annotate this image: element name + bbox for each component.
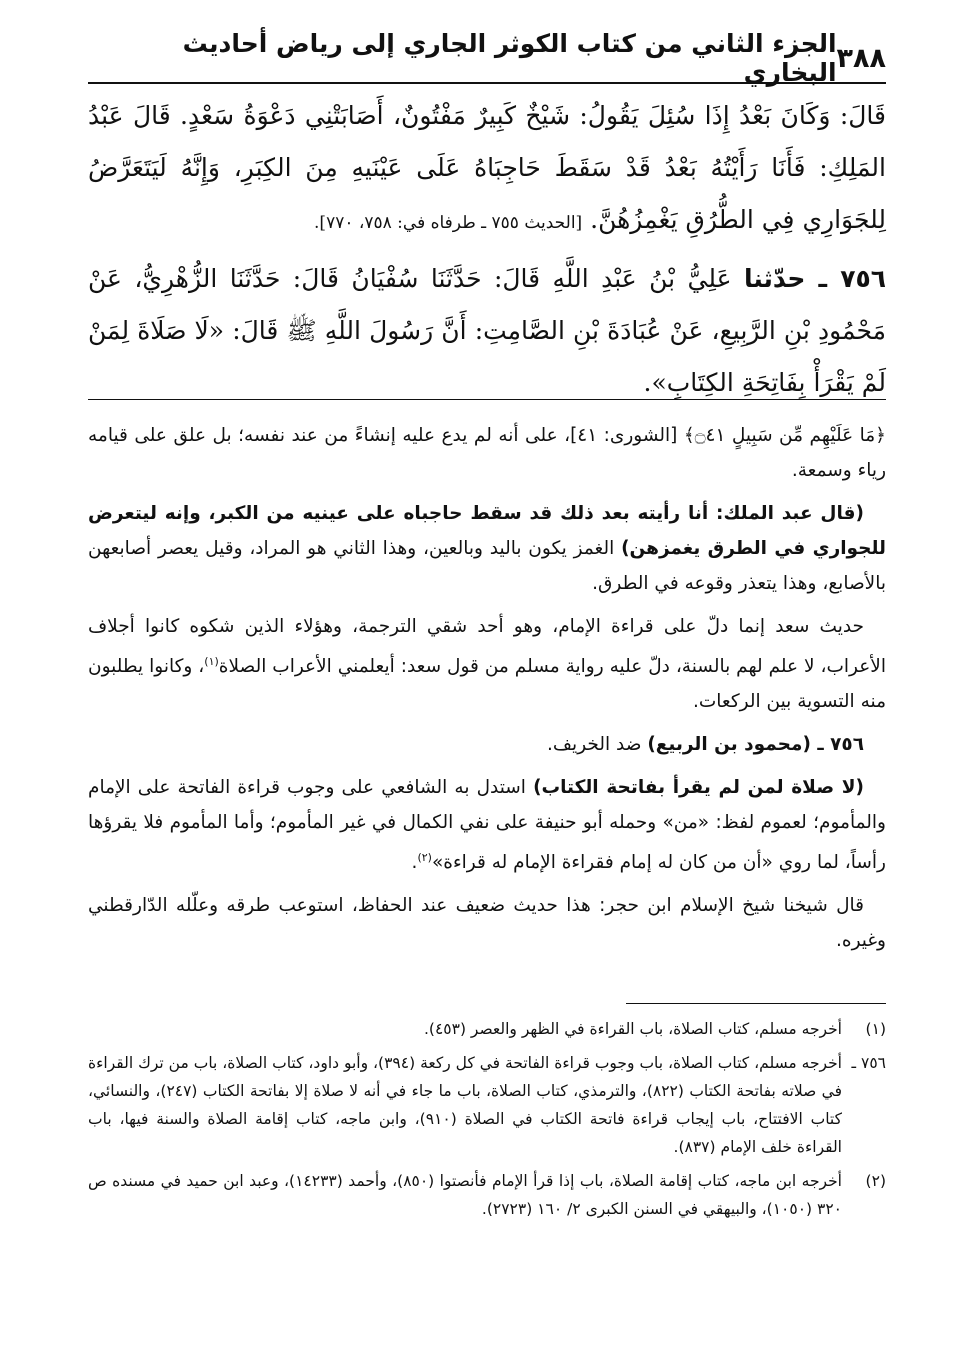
footnote-text: أخرجه مسلم، كتاب الصلاة، باب القراءة في الظهر والعصر (٤٥٣). [423,1020,842,1038]
commentary-3-text: حديث سعد إنما دلّ على قراءة الإمام، وهو أحد شقي الترجمة، وهؤلاء الذين شكوه كانوا أجلاف الأعراب، لا علم لهم بالسنة، دلّ عليه رواية مسلم من قول سعد: أيعلمني الأعراب الصلاة [88,616,886,678]
commentary-block [88,418,886,966]
commentary-paragraph-1: ﴿مَا عَلَيْهِم مِّن سَبِيلٍ ۝٤١﴾ [الشورى: ٤١]، على أنه لم يدع عليه إنشاءً من عند نفسه؛ بل علق على قيامه رياء وسمعة. [88,425,886,481]
commentary-paragraph-2 [88,496,886,601]
commentary-paragraph-3 [88,609,886,719]
footnote-divider [626,1003,886,1004]
footnote-ref-2: (٢) [417,851,432,865]
commentary-5-lemma: (لا صلاة لمن لم يقرأ بفاتحة الكتاب) [533,777,864,799]
running-header [88,29,886,87]
commentary-3-end: ، وكانوا يطلبون منه التسوية بين الركعات. [88,656,886,713]
footnote-item [88,1167,886,1223]
footnotes-block [88,1015,886,1229]
footnote-item [88,1049,886,1161]
commentary-2-lemma: (قال عبد الملك: أنا رأيته بعد ذلك قد سقط حاجباه على عينيه من الكبر، وإنه ليتعرض للجواري في الطرق يغمزهن) [88,503,886,559]
commentary-paragraph-6: قال شيخنا شيخ الإسلام ابن حجر: هذا حديث ضعيف عند الحفاظ، استوعب طرقه وعلّله الدّارقطني وغيره. [88,895,886,952]
footnote-item [88,1015,886,1043]
commentary-paragraph-5 [88,770,886,880]
page-number: ٣٨٨ [836,42,886,74]
commentary-4-text: ضد الخريف. [547,734,648,756]
footnote-text: أخرجه مسلم، كتاب الصلاة، باب وجوب قراءة الفاتحة في كل ركعة (٣٩٤)، وأبو داود، كتاب الصلاة، باب من ترك القراءة في صلاته بفاتحة الكتاب (٨٢٢)، والترمذي، كتاب الصلاة، باب ما جاء في أنه لا صلاة إلا بفاتحة الكتاب (٢٤٧)، والنسائي، كتاب الافتتاح، باب إيجاب قراءة فاتحة الكتاب في الصلاة (٩١٠)، وابن ماجه، كتاب إقامة الصلاة والسنة فيها، باب القراءة خلف الإمام (٨٣٧). [88,1054,842,1156]
footnote-label: (٢) [865,1172,886,1190]
footnote-label: ٧٥٦ ـ [851,1054,886,1072]
book-title: الجزء الثاني من كتاب الكوثر الجاري إلى رياض أحاديث البخاري [182,29,837,87]
hadith-755-continuation [88,90,886,249]
commentary-paragraph-4 [88,727,886,762]
hadith-text-block [88,90,886,413]
hadith-commentary-divider [88,399,886,400]
commentary-5-end: . [411,852,418,874]
hadith-756 [88,253,886,409]
commentary-4-lemma: ٧٥٦ ـ (محمود بن الربيع) [647,734,864,756]
footnote-text: أخرجه ابن ماجه، كتاب إقامة الصلاة، باب إذا قرأ الإمام فأنصتوا (٨٥٠)، وأحمد (١٤٢٣٣)، وعبد ابن حميد في مسنده ص ٣٢٠ (١٠٥٠)، والبيهقي في السنن الكبرى ٢/ ١٦٠ (٢٧٢٣). [88,1172,842,1218]
hadith-756-number: ٧٥٦ ـ حدّثنا [743,264,887,293]
hadith-755-reference: [الحديث ٧٥٥ ـ طرفاه في: ٧٥٨، ٧٧٠]. [314,213,583,233]
hadith-756-text: عَلِيُّ بْنُ عَبْدِ اللَّهِ قَالَ: حَدَّثَنَا سُفْيَانُ قَالَ: حَدَّثَنَا الزُّهْرِيُّ، عَنْ مَحْمُودِ بْنِ الرَّبِيعِ، عَنْ عُبَادَةَ بْنِ الصَّامِتِ: أَنَّ رَسُولَ اللَّهِ ﷺ قَالَ: «لَا صَلَاةَ لِمَنْ لَمْ يَقْرَأْ بِفَاتِحَةِ الكِتَابِ». [88,264,886,397]
hadith-755-text: قَالَ: وَكَانَ بَعْدُ إِذَا سُئِلَ يَقُولُ: شَيْخٌ كَبِيرٌ مَفْتُونٌ، أَصَابَتْنِي دَعْوَةُ سَعْدٍ. قَالَ عَبْدُ المَلِكِ: فَأَنَا رَأَيْتُهُ بَعْدُ قَدْ سَقَطَ حَاجِبَاهُ عَلَى عَيْنَيهِ مِنَ الكِبَرِ، وَإِنَّهُ لَيَتَعَرَّضُ لِلجَوَارِي فِي الطُّرُقِ يَغْمِزُهُنَّ. [88,101,886,234]
footnote-ref-1: (١) [204,655,219,668]
commentary-5-text: استدل به الشافعي على وجوب قراءة الفاتحة على الإمام والمأموم؛ لعموم لفظ: «من» وحمله أبو حنيفة على نفي الكمال في غير المأموم؛ وأما المأموم فلا يقرؤها رأساً، لما روي «أن من كان له إمام فقراءة الإمام له قراءة» [88,777,886,874]
footnote-label: (١) [865,1020,886,1038]
commentary-2-text: الغمز يكون باليد وبالعين، وهذا الثاني هو المراد، وقيل يعصر أصابعهن بالأصابع، وهذا يتعذر وقوعه في الطرق. [88,538,886,594]
